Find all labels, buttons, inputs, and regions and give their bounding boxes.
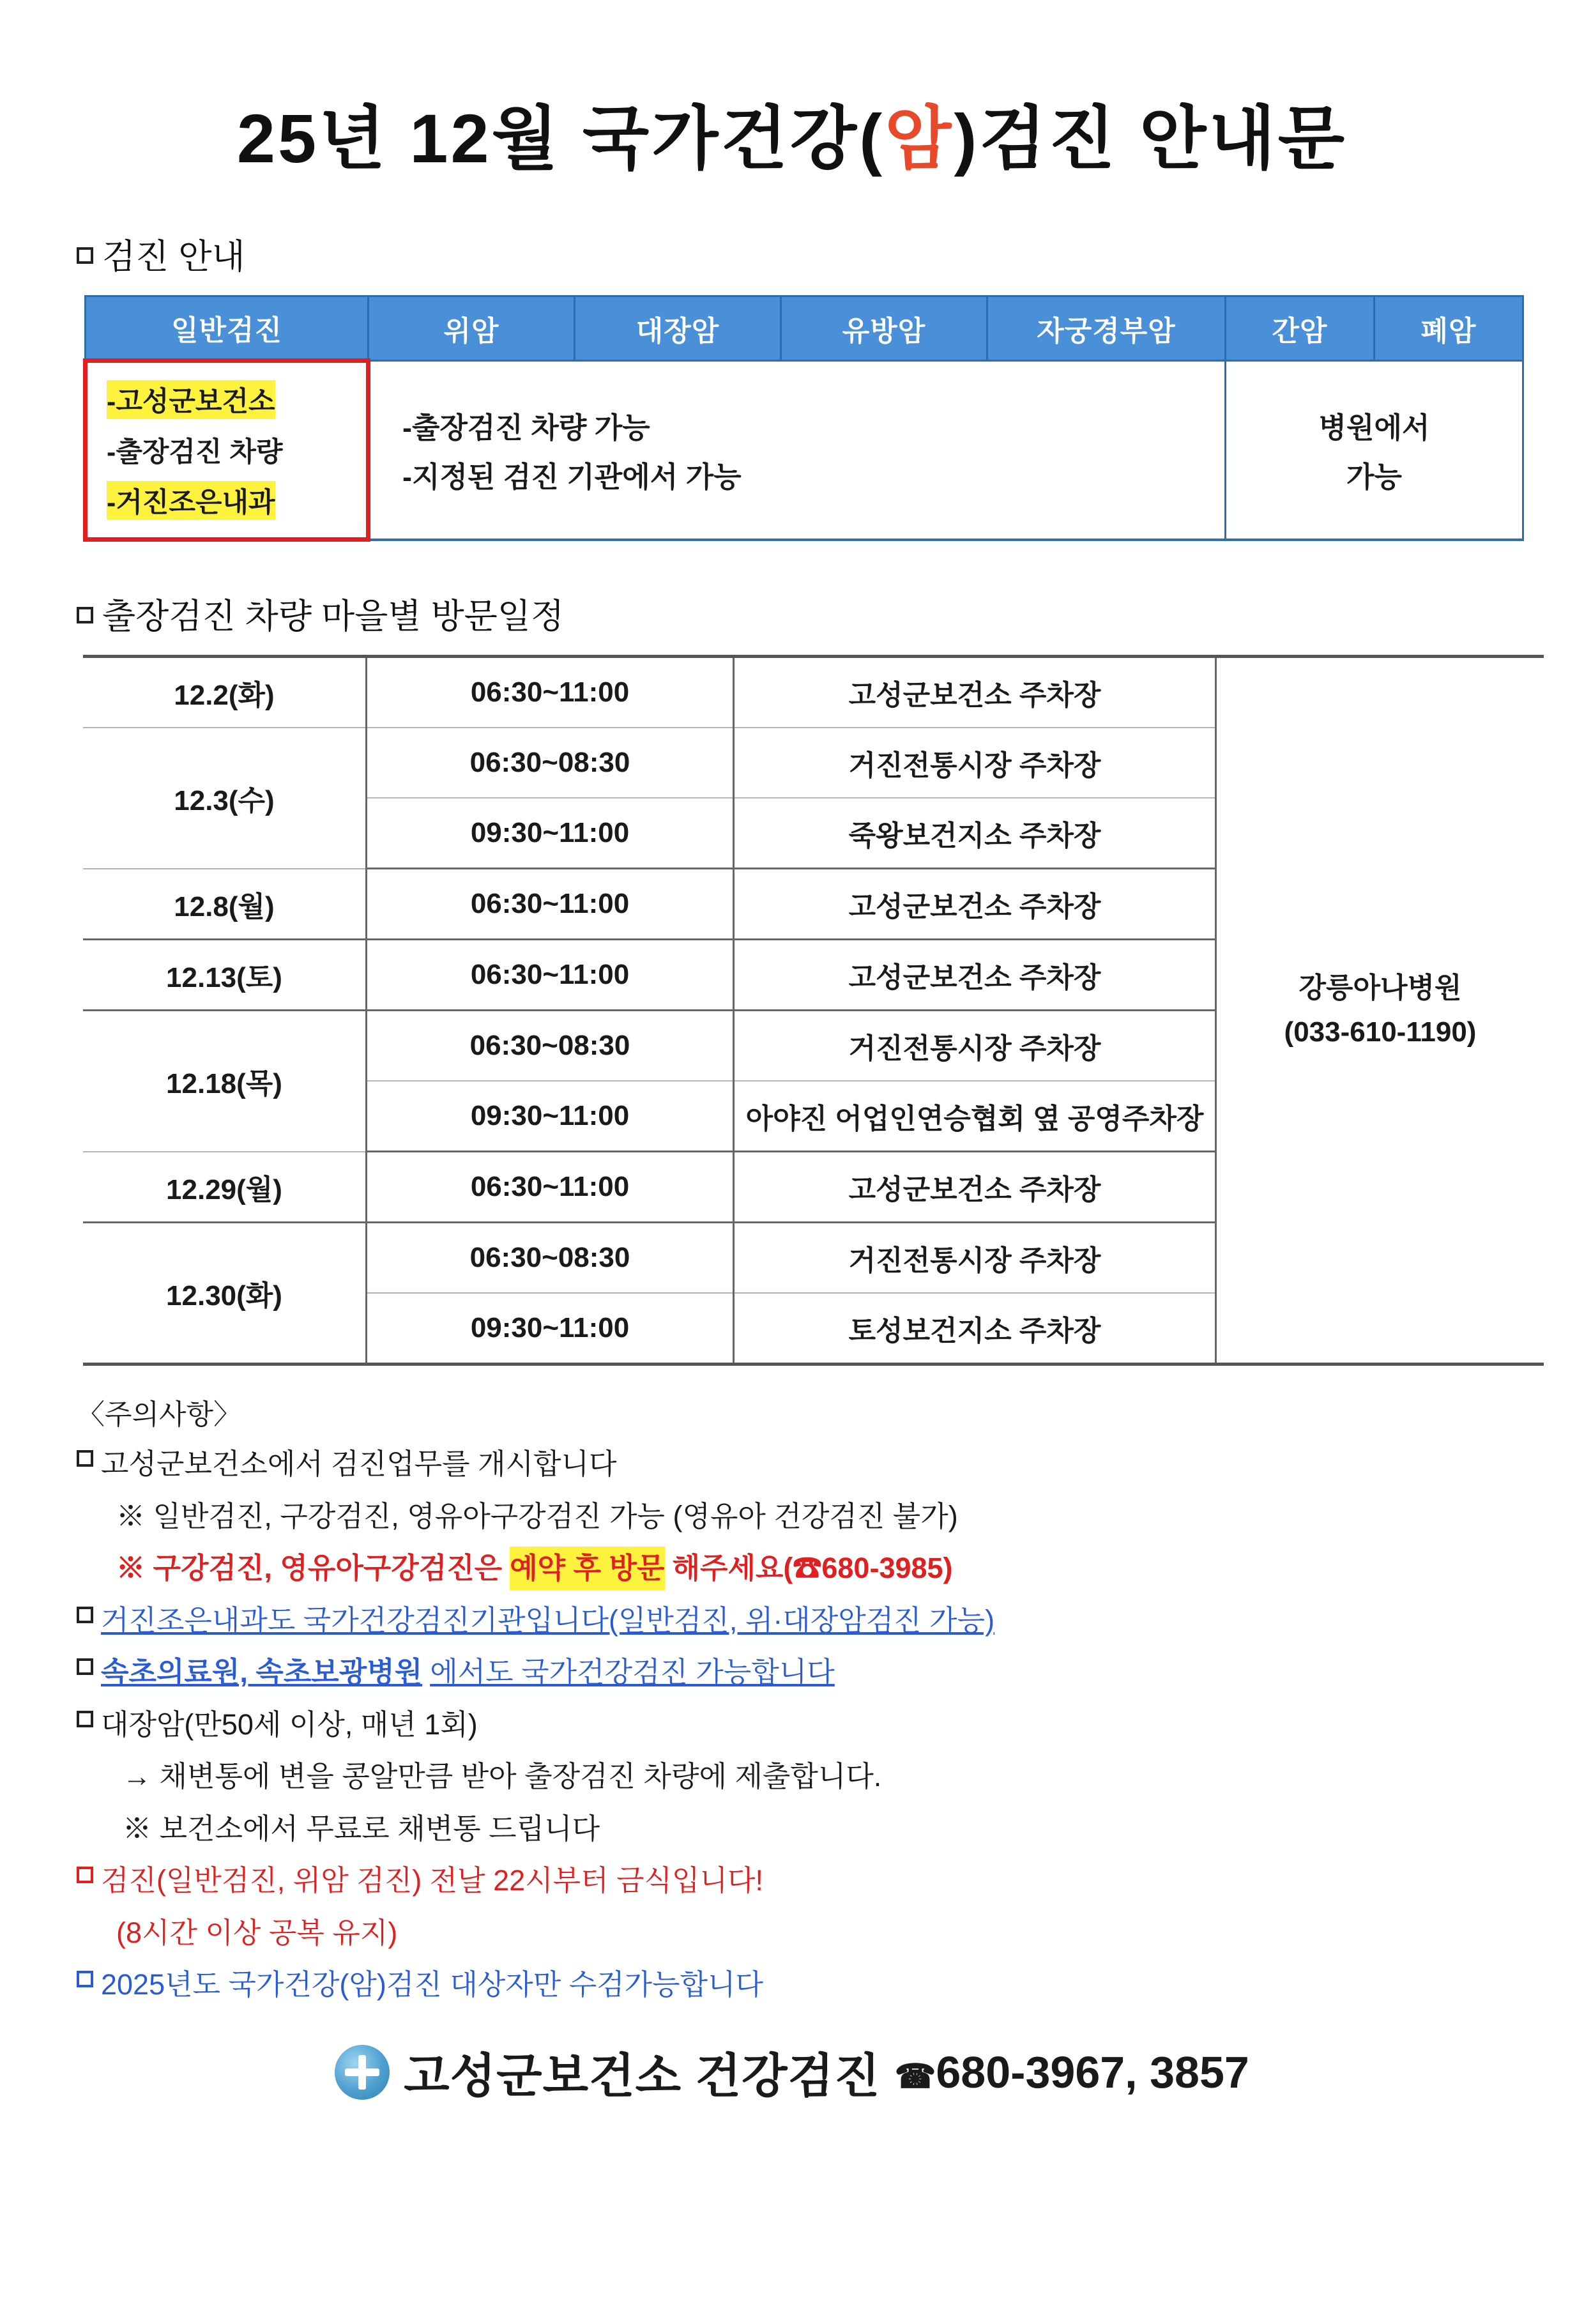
section-heading-schedule-label: 출장검진 차량 마을별 방문일정 [102,597,565,636]
exam-header-cervical: 자궁경부암 [987,296,1226,361]
schedule-place: 거진전통시장 주차장 [734,1011,1216,1082]
schedule-time: 06:30~11:00 [367,657,734,728]
exam-cancer-line-2: -지정된 검진 기관에서 가능 [402,461,742,494]
note-3-highlight: 예약 후 방문 [510,1547,664,1590]
schedule-place: 고성군보건소 주차장 [734,657,1216,728]
hospital-name: 강릉아나병원 [1298,972,1462,1004]
note-8-text: ※ 보건소에서 무료로 채변통 드립니다 [123,1812,600,1845]
footer-phone-number: 680-3967, 3857 [936,2047,1249,2097]
bullet-square-icon [77,1450,93,1467]
document-page [0,83,1584,2324]
schedule-date: 12.29(월) [83,1152,367,1223]
note-5-rest: 에서도 국가건강검진 가능합니다 [430,1656,835,1688]
note-6-text: 대장암(만50세 이상, 매년 1회) [101,1708,478,1741]
exam-general-line-3: -거진조은내과 [107,481,275,520]
schedule-time: 09:30~11:00 [367,1081,734,1152]
exam-general-line-2: -출장검진 차량 [107,437,283,468]
schedule-place: 토성보건지소 주차장 [734,1293,1216,1365]
schedule-date: 12.30(화) [83,1223,367,1365]
exam-cell-hospital-group [1226,361,1523,540]
exam-header-general: 일반검진 [86,296,369,361]
notes-heading: 〈주의사항〉 [77,1399,242,1430]
note-2-text: ※ 일반검진, 구강검진, 영유아구강검진 가능 (영유아 건강검진 불가) [116,1499,958,1533]
schedule-hospital-cell [1216,657,1544,1365]
footer-org-name: 고성군보건소 건강검진 [404,2049,881,2102]
bullet-square-icon [77,1971,93,1987]
schedule-place: 고성군보건소 주차장 [734,940,1216,1011]
page-title [0,83,1584,182]
exam-general-line-1: -고성군보건소 [107,380,275,419]
exam-header-liver: 간암 [1226,296,1375,361]
exam-table [83,295,1524,542]
exam-header-stomach: 위암 [369,296,575,361]
note-9-text: 검진(일반검진, 위암 검진) 전날 22시부터 금식입니다! [101,1864,763,1897]
note-10-text: (8시간 이상 공복 유지) [116,1916,398,1949]
exam-hospital-line-2: 가능 [1346,461,1402,494]
exam-table-body-row [86,361,1523,540]
exam-cell-general [86,361,369,540]
section-heading-exam-guide-label: 검진 안내 [102,238,245,276]
note-item-7 [123,1755,1507,1798]
exam-hospital-line-1: 병원에서 [1318,411,1430,445]
footer [0,2038,1584,2106]
bullet-square-icon [77,607,93,623]
note-4-text: 거진조은내과도 국가건강검진기관입니다(일반검진, 위·대장암검진 가능) [101,1603,995,1637]
title-suffix: )검진 안내문 [954,100,1348,177]
table-row [83,657,1544,728]
schedule-date: 12.2(화) [83,657,367,728]
note-item-8 [123,1807,1507,1851]
hospital-phone: (033-610-1190) [1284,1016,1477,1048]
note-3-prefix: ※ 구강검진, 영유아구강검진은 [116,1552,503,1584]
note-item-1 [77,1442,1507,1486]
note-item-10 [116,1911,1507,1955]
title-highlight: 암 [885,100,954,177]
exam-cell-cancer-group [369,361,1226,540]
health-center-logo-icon [335,2045,390,2100]
schedule-table [83,655,1544,1366]
section-heading-schedule [77,589,1584,638]
schedule-place: 거진전통시장 주차장 [734,728,1216,798]
exam-cancer-line-1: -출장검진 차량 가능 [402,411,650,445]
exam-header-breast: 유방암 [781,296,987,361]
exam-table-wrap [83,295,1507,542]
schedule-time: 06:30~11:00 [367,869,734,940]
schedule-time: 09:30~11:00 [367,798,734,869]
note-3-suffix: 해주세요(☎680-3985) [672,1552,953,1584]
bullet-square-icon [77,247,93,264]
bullet-square-icon [77,1711,93,1727]
section-heading-exam-guide [77,229,1584,279]
schedule-time: 06:30~08:30 [367,1223,734,1294]
notes-section [77,1391,1507,2007]
schedule-date: 12.18(목) [83,1011,367,1152]
note-item-6 [77,1703,1507,1747]
schedule-time: 09:30~11:00 [367,1293,734,1365]
schedule-place: 아야진 어업인연승협회 옆 공영주차장 [734,1081,1216,1152]
note-5-bold: 속초의료원, 속초보광병원 [101,1656,423,1688]
note-item-4 [77,1599,1507,1642]
schedule-date: 12.3(수) [83,728,367,869]
bullet-square-icon [77,1607,93,1623]
exam-table-header-row [86,296,1523,361]
telephone-icon: ☎ [894,2058,936,2095]
bullet-square-icon [77,1658,93,1675]
schedule-place: 거진전통시장 주차장 [734,1223,1216,1294]
schedule-time: 06:30~08:30 [367,728,734,798]
exam-header-lung: 폐암 [1375,296,1523,361]
note-7-text: → 채변통에 변을 콩알만큼 받아 출장검진 차량에 제출합니다. [123,1760,882,1793]
schedule-place: 고성군보건소 주차장 [734,869,1216,940]
note-item-9 [77,1859,1507,1902]
schedule-time: 06:30~11:00 [367,940,734,1011]
note-item-3 [116,1547,1507,1590]
note-item-2 [116,1495,1507,1538]
note-11-text: 2025년도 국가건강(암)검진 대상자만 수검가능합니다 [101,1968,763,2001]
schedule-date: 12.13(토) [83,940,367,1011]
bullet-square-icon [77,1867,93,1883]
schedule-place: 죽왕보건지소 주차장 [734,798,1216,869]
note-item-11 [77,1963,1507,2007]
schedule-place: 고성군보건소 주차장 [734,1152,1216,1223]
exam-header-colon: 대장암 [575,296,781,361]
schedule-time: 06:30~11:00 [367,1152,734,1223]
title-prefix: 25년 12월 국가건강( [236,100,885,177]
schedule-date: 12.8(월) [83,869,367,940]
note-1-text: 고성군보건소에서 검진업무를 개시합니다 [101,1448,617,1480]
schedule-table-wrap [83,655,1507,1366]
footer-phone [895,2047,1249,2098]
schedule-time: 06:30~08:30 [367,1011,734,1082]
note-item-5 [77,1651,1507,1694]
